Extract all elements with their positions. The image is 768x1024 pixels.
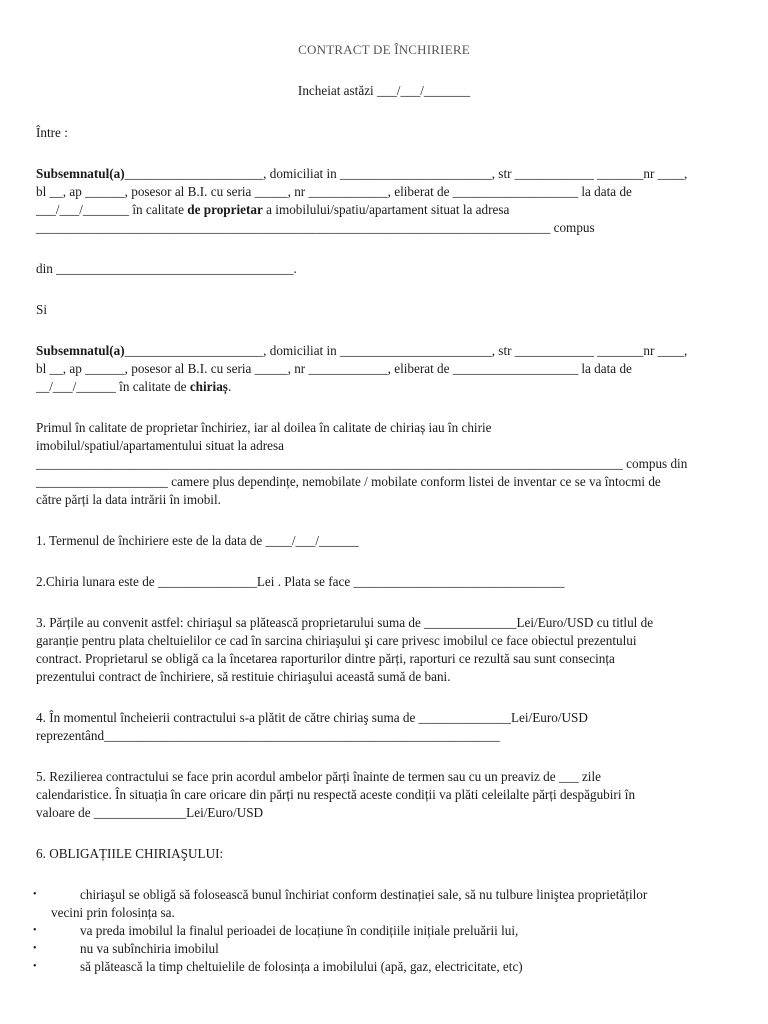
clause-3-line-2: garanție pentru plata cheltuielilor ce cad în sarcina chiriaşului şi care privesc imobilul ce face obiectul prezentului [36, 633, 637, 648]
tenant-line-3: __/___/______ în calitate de chiriaș. [36, 379, 232, 394]
intro-line-4: ____________________ camere plus dependințe, nemobilate / mobilate conform listei de inventar ce se va întocmi de [36, 474, 661, 489]
intro-line-2: imobilul/spatiul/apartamentului situat la adresa [36, 438, 284, 453]
clause-2: 2.Chiria lunara este de _______________Lei . Plata se face ________________________________ [36, 574, 565, 589]
intro-line-1: Primul în calitate de proprietar închiriez, iar al doilea în calitate de chiriaș iau în chirie [36, 420, 492, 435]
section-6-heading: 6. OBLIGAȚIILE CHIRIAŞULUI: [36, 846, 224, 861]
owner-label: Subsemnatul(a) [36, 166, 125, 181]
owner-line-2: bl __, ap ______, posesor al B.I. cu seria _____, nr ____________, eliberat de ___________________ la data de [36, 184, 632, 199]
bullet-icon: • [33, 961, 37, 972]
date-line: Incheiat astăzi ___/___/_______ [297, 83, 471, 98]
owner-line-4: ______________________________________________________________________________ compus [36, 220, 595, 235]
owner-role: de proprietar [187, 202, 263, 217]
owner-line-3: ___/___/_______ în calitate de proprietar a imobilului/spatiu/apartament situat la adresa [36, 202, 510, 217]
intro-line-5: către părți la data intrării în imobil. [36, 492, 221, 507]
tenant-role: chiriaș [189, 379, 228, 394]
clause-4-line-1: 4. În momentul încheierii contractului s-a plătit de către chiriaş suma de ______________Lei/Euro/USD [36, 710, 588, 725]
bullet-icon: • [33, 889, 37, 900]
clause-5-line-2: calendaristice. În situația în care oricare din părți nu respectă aceste condiții va plăti celeilalte părți despăgubiri în [36, 787, 636, 802]
owner-line-5: din ____________________________________. [36, 261, 297, 276]
intro-line-3: _________________________________________________________________________________________ compus din [36, 456, 688, 471]
clause-3-line-3: contract. Proprietarul se obligă ca la încetarea raporturilor dintre părți, raporturi ce rezultă sau sunt consecința [36, 651, 615, 666]
clause-3-line-4: prezentului contract de închiriere, să restituie chiriaşului această sumă de bani. [36, 669, 451, 684]
owner-line-1: Subsemnatul(a)_____________________, domiciliat in _______________________, str ____________ _______nr ____, [36, 166, 688, 181]
tenant-line-1: Subsemnatul(a)_____________________, domiciliat in _______________________, str ____________ _______nr ____, [36, 343, 688, 358]
between-label: Între : [36, 125, 68, 140]
clause-5-line-1: 5. Rezilierea contractului se face prin acordul ambelor părți înainte de termen sau cu un preaviz de ___ zile [36, 769, 601, 784]
clause-4-line-2: reprezentând____________________________________________________________ [36, 728, 500, 743]
bullet-icon: • [33, 925, 37, 936]
document-title: CONTRACT DE ÎNCHIRIERE [298, 42, 470, 57]
contract-page: CONTRACT DE ÎNCHIRIERE Incheiat astăzi ___/___/_______ Între : Subsemnatul(a)_____________________, domiciliat in _______________________, str ____________ _______nr ____, bl __, ap ______, posesor al B.I. cu seria _____, nr ____________, eliberat de ___________________ la data de ___/___/_______ în calitate de proprietar a imobilului/spatiu/apartament situat la adresa ______________________________________________________________________________ compus din ____________________________________. Si Subsemnatul(a)_____________________, domiciliat in _______________________, str ____________ _______nr ____, bl __, ap ______, posesor al B.I. cu seria _____, nr ____________, eliberat de ___________________ la data de __/___/______ în calitate de chiriaș. Primul în calitate de proprietar închiriez, iar al doilea în calitate de chiriaș iau în chirie imobilul/spatiul/apartamentului situat la adresa _________________________________________________________________________________________ compus din ____________________ camere plus dependințe, nemobilate / mobilate conform listei de inventar ce se va întocmi de către părți la data intrării în imobil. 1. Termenul de închiriere este de la data de ____/___/______ 2.Chiria lunara este de _______________Lei . Plata se face ________________________________ 3. Părțile au convenit astfel: chiriaşul sa plătească proprietarului suma de ______________Lei/Euro/USD cu titlul de garanție pentru plata cheltuielilor ce cad în sarcina chiriaşului şi care privesc imobilul ce face obiectul prezentului contract. Proprietarul se obligă ca la încetarea raporturilor dintre părți, raporturi ce rezultă sau sunt consecința prezentului contract de închiriere, să restituie chiriaşului această sumă de bani. 4. În momentul încheierii contractului s-a plătit de către chiriaş suma de ______________Lei/Euro/USD reprezentând____________________________________________________________ 5. Rezilierea contractului se face prin acordul ambelor părți înainte de termen sau cu un preaviz de ___ zile calendaristice. În situația în care oricare din părți nu respectă aceste condiții va plăti celeilalte părți despăgubiri în valoare de ______________Lei/Euro/USD 6. OBLIGAȚIILE CHIRIAŞULUI: • chiriaşul se obligă să folosească bunul închiriat conform destinației sale, să nu tulbure liniştea proprietăților vecini prin folosința sa. • va preda imobilul la finalul perioadei de locațiune în condițiile inițiale preluării lui, • nu va subînchiria imobilul • să plătească la timp cheltuielile de folosința a imobilului (apă, gaz, electricitate, etc) [0, 0, 768, 1024]
clause-3-line-1: 3. Părțile au convenit astfel: chiriaşul sa plătească proprietarului suma de ______________Lei/Euro/USD cu titlul de [36, 615, 654, 630]
tenant-label: Subsemnatul(a) [36, 343, 125, 358]
and-label: Si [36, 302, 47, 317]
tenant-line-2: bl __, ap ______, posesor al B.I. cu seria _____, nr ____________, eliberat de ___________________ la data de [36, 361, 632, 376]
clause-1: 1. Termenul de închiriere este de la data de ____/___/______ [36, 533, 359, 548]
clause-5-line-3: valoare de ______________Lei/Euro/USD [36, 805, 264, 820]
bullet-icon: • [33, 943, 37, 954]
